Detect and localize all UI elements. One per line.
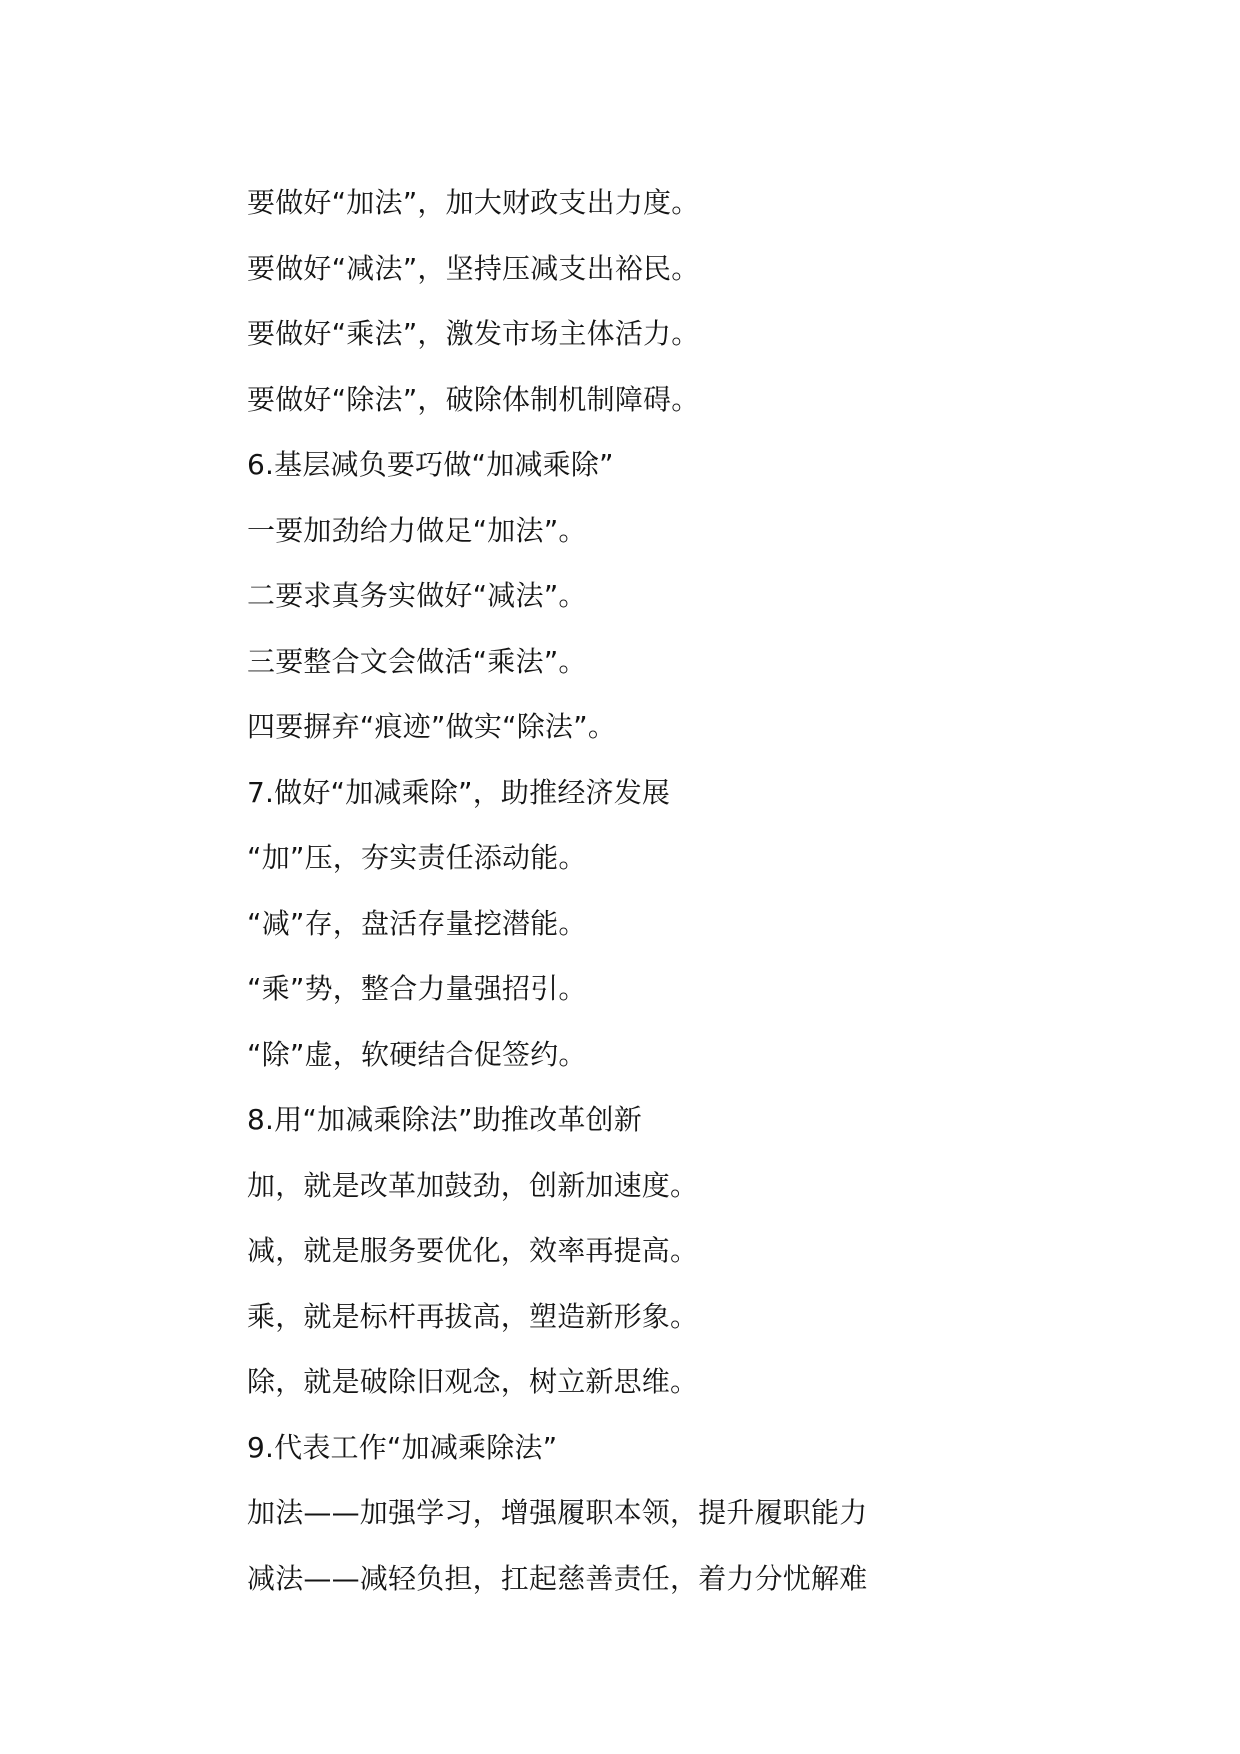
section-heading-6: 6.基层减负要巧做“加减乘除” xyxy=(247,448,614,481)
text-line-16: 加，就是改革加鼓劲，创新加速度。 xyxy=(247,1168,699,1202)
text-line-11: “加”压，夯实责任添动能。 xyxy=(247,841,587,874)
text-line-19: 除，就是破除旧观念，树立新思维。 xyxy=(247,1365,699,1398)
text-line-2: 要做好“减法”，坚持压减支出裕民。 xyxy=(247,251,700,285)
text-line-22: 减法——减轻负担，扛起慈善责任，着力分忧解难 xyxy=(247,1561,868,1595)
text-line-7: 二要求真务实做好“减法”。 xyxy=(247,579,587,612)
text-line-8: 三要整合文会做活“乘法”。 xyxy=(247,644,587,678)
text-line-17: 减，就是服务要优化，效率再提高。 xyxy=(247,1234,699,1267)
text-line-1: 要做好“加法”，加大财政支出力度。 xyxy=(247,186,700,219)
document-body xyxy=(247,170,1147,1611)
text-line-3: 要做好“乘法”，激发市场主体活力。 xyxy=(247,317,700,350)
section-heading-7: 7.做好“加减乘除”，助推经济发展 xyxy=(247,775,671,809)
text-line-4: 要做好“除法”，破除体制机制障碍。 xyxy=(247,382,700,416)
text-line-9: 四要摒弃“痕迹”做实“除法”。 xyxy=(247,710,617,743)
section-heading-9: 9.代表工作“加减乘除法” xyxy=(247,1430,558,1464)
text-line-21: 加法——加强学习，增强履职本领，提升履职能力 xyxy=(247,1496,868,1529)
text-line-6: 一要加劲给力做足“加法”。 xyxy=(247,513,587,547)
section-heading-8: 8.用“加减乘除法”助推改革创新 xyxy=(247,1103,642,1136)
text-line-13: “乘”势，整合力量强招引。 xyxy=(247,972,587,1005)
text-line-14: “除”虚，软硬结合促签约。 xyxy=(247,1037,587,1071)
text-line-18: 乘，就是标杆再拔高，塑造新形象。 xyxy=(247,1299,699,1333)
text-line-12: “减”存，盘活存量挖潜能。 xyxy=(247,906,587,940)
